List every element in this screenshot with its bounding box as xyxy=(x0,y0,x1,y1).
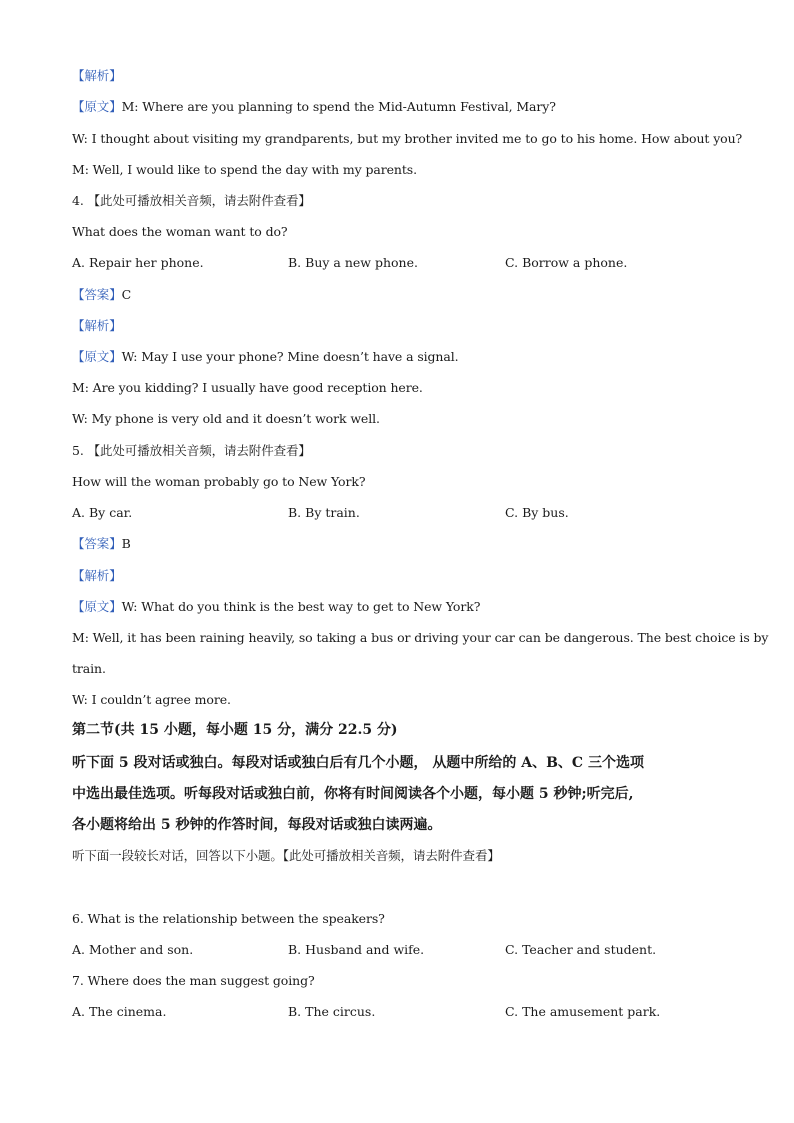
question-text: 7. Where does the man suggest going? xyxy=(72,973,315,988)
transcript-line: 【原文】W: What do you think is the best way to get to New York? xyxy=(72,599,481,614)
option-b: B. The circus. xyxy=(288,1004,376,1019)
section-instructions: 各小题将给出 5 秒钟的作答时间，每段对话或独白读两遍。 xyxy=(72,817,442,833)
question-header: 4. 【此处可播放相关音频，请去附件查看】 xyxy=(72,193,311,208)
option-a: A. Mother and son. xyxy=(72,942,194,957)
question-header: 5. 【此处可播放相关音频，请去附件查看】 xyxy=(72,443,311,458)
audio-notice: 【此处可播放相关音频，请去附件查看】 xyxy=(87,193,311,208)
option-b: B. Husband and wife. xyxy=(288,942,425,957)
analysis-tag: 【解析】 xyxy=(72,318,122,333)
question-options xyxy=(72,505,772,521)
question-text: 6. What is the relationship between the speakers? xyxy=(72,911,385,926)
option-a: A. Repair her phone. xyxy=(72,255,204,270)
option-c: C. Borrow a phone. xyxy=(505,255,628,270)
option-a: A. The cinema. xyxy=(72,1004,167,1019)
transcript-line: M: Well, I would like to spend the day with my parents. xyxy=(72,162,417,177)
option-c: C. The amusement park. xyxy=(505,1004,661,1019)
question-options xyxy=(72,942,772,958)
transcript-line: W: I thought about visiting my grandparents, but my brother invited me to go to his home. How about you? xyxy=(72,131,743,146)
transcript-line: W: My phone is very old and it doesn’t work well. xyxy=(72,411,380,426)
option-b: B. Buy a new phone. xyxy=(288,255,418,270)
question-options xyxy=(72,1004,772,1020)
transcript-line: 【原文】M: Where are you planning to spend the Mid-Autumn Festival, Mary? xyxy=(72,99,556,114)
option-c: C. By bus. xyxy=(505,505,569,520)
transcript-line: 【原文】W: May I use your phone? Mine doesn’t have a signal. xyxy=(72,349,459,364)
transcript-line: M: Are you kidding? I usually have good reception here. xyxy=(72,380,423,395)
answer-line: 【答案】B xyxy=(72,536,131,551)
section-instructions: 中选出最佳选项。听每段对话或独白前，你将有时间阅读各个小题，每小题 5 秒钟;听完后, xyxy=(72,786,634,802)
analysis-tag: 【解析】 xyxy=(72,568,122,583)
audio-notice: 【此处可播放相关音频，请去附件查看】 xyxy=(87,443,311,458)
option-b: B. By train. xyxy=(288,505,360,520)
question-text: How will the woman probably go to New York? xyxy=(72,474,366,489)
transcript-line: M: Well, it has been raining heavily, so taking a bus or driving your car can be dangerous. The best choice is by xyxy=(72,630,769,645)
transcript-line: train. xyxy=(72,661,106,676)
option-c: C. Teacher and student. xyxy=(505,942,657,957)
option-a: A. By car. xyxy=(72,505,133,520)
question-text: What does the woman want to do? xyxy=(72,224,288,239)
transcript-line: W: I couldn’t agree more. xyxy=(72,692,231,707)
listen-instruction: 听下面一段较长对话，回答以下小题。【此处可播放相关音频，请去附件查看】 xyxy=(72,848,500,863)
analysis-tag: 【解析】 xyxy=(72,68,122,83)
question-options xyxy=(72,255,772,271)
section-instructions: 听下面 5 段对话或独白。每段对话或独白后有几个小题， 从题中所给的 A、B、C 三个选项 xyxy=(72,755,644,771)
answer-line: 【答案】C xyxy=(72,287,132,302)
section-title: 第二节(共 15 小题，每小题 15 分，满分 22.5 分) xyxy=(72,722,398,738)
